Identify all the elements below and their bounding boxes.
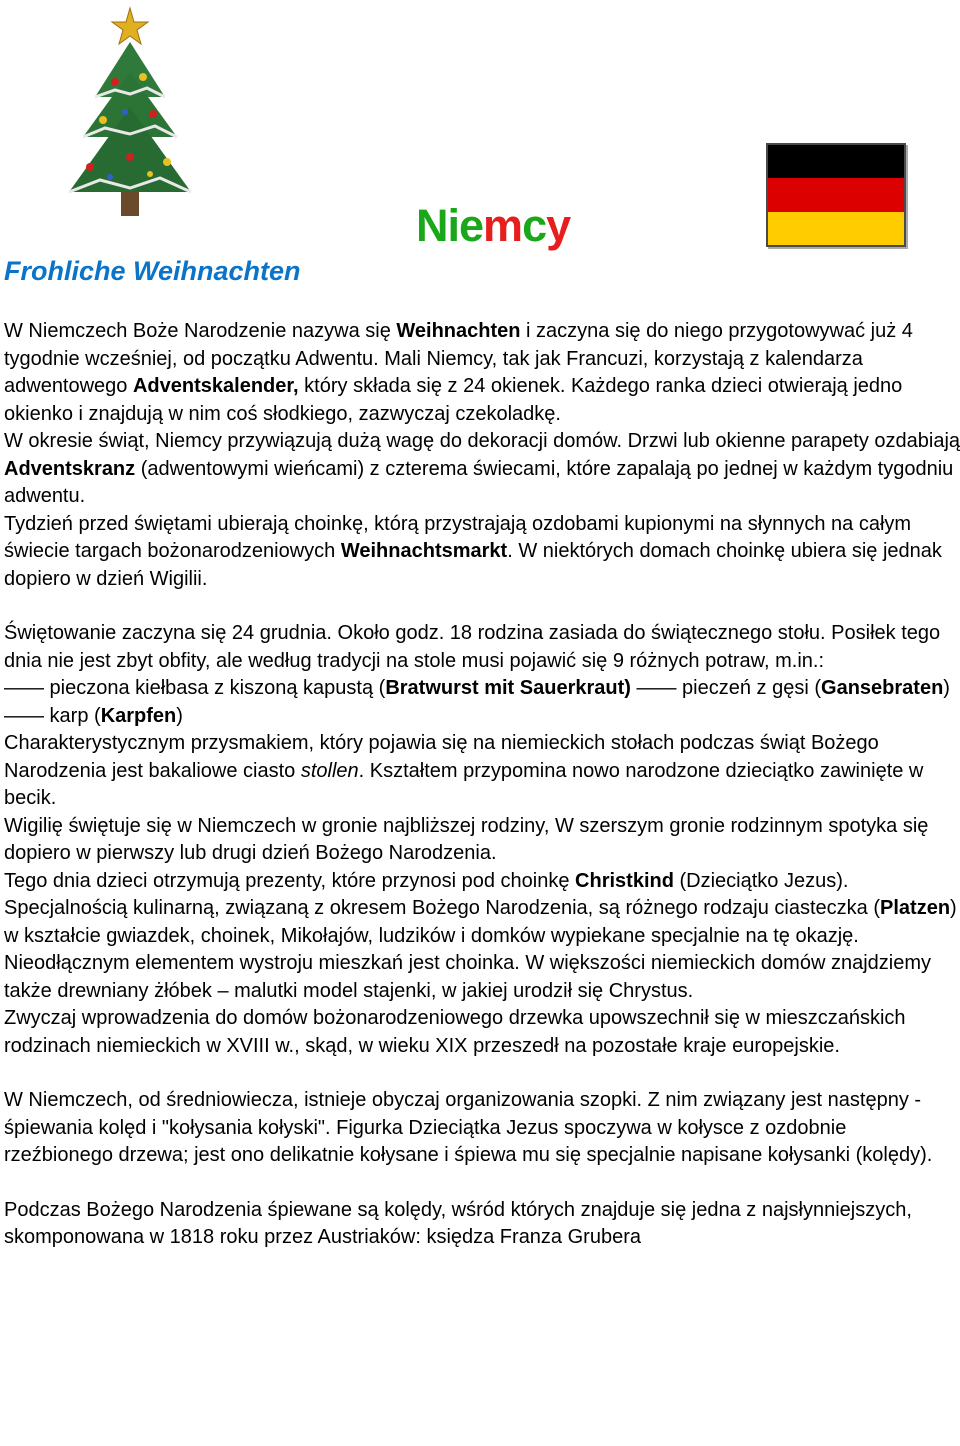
text-run: który składa się z 24 okienek. Każdego ranka dzieci otwierają jedno okienko i znajdują w nim coś słodkiego, zazwyczaj czekoladkę. — [4, 375, 903, 425]
text-run: ) — [176, 704, 183, 727]
text-run: ) —— karp ( — [4, 677, 950, 727]
title-letter: e — [459, 200, 484, 251]
text-run: W okresie świąt, Niemcy przywiązują dużą wagę do dekoracji domów. Drzwi lub okienne parapety ozdabiają — [4, 430, 960, 452]
paragraph — [4, 318, 960, 428]
text-run: Specjalnością kulinarną, związaną z okresem Bożego Narodzenia, są różnego rodzaju ciasteczka ( — [4, 897, 881, 919]
text-run: (adwentowymi wieńcami) z czterema świecami, które zapalają po jednej w każdym tygodniu adwentu. — [4, 457, 954, 507]
text-run: Charakterystycznym przysmakiem, który pojawia się na niemieckich stołach podczas świąt Bożego Narodzenia jest bakaliowe ciasto — [4, 732, 879, 782]
text-run: i zaczyna się do niego przygotowywać już 4 tygodnie wcześniej, od początku Adwentu. Mali Niemcy, tak jak Francuzi, korzystają z kalendarza adwentowego — [4, 320, 913, 397]
text-run: Tego dnia dzieci otrzymują prezenty, które przynosi pod choinkę — [4, 869, 576, 892]
flag-band — [768, 145, 904, 178]
bold-term: Weihnachten — [396, 320, 521, 342]
christmas-tree-image — [55, 2, 205, 222]
text-run: ) w kształcie gwiazdek, choinek, Mikołajów, ludzików i domków wypiekane specjalnie na tę okazję. — [4, 897, 957, 947]
bold-term: Gansebraten — [821, 677, 944, 699]
text-run: Podczas Bożego Narodzenia śpiewane są kolędy, wśród których znajduje się jedna z najsłynniejszych, skomponowana w 1818 roku przez Austriaków: księdza Franza Grubera — [4, 1198, 912, 1248]
italic-term: stollen — [300, 759, 359, 782]
bold-term: Karpfen — [100, 704, 177, 727]
paragraph — [4, 895, 960, 950]
title-letter: N — [416, 200, 448, 251]
bold-term: Bratwurst mit Sauerkraut) — [385, 677, 631, 699]
article-body — [4, 318, 960, 1252]
bold-term: Christkind — [575, 869, 674, 892]
text-run: W Niemczech, od średniowiecza, istnieje obyczaj organizowania szopki. Z nim związany jest następny - śpiewania kolęd i "kołysania kołyski". Figurka Dzieciątka Jezus spoczywa w kołysce z ozdobnie rzeźbionego drzewa; jest ono delikatnie kołysane i śpiewa mu się specjalnie napisane kołysanki (kolędy). — [4, 1089, 933, 1166]
text-run: Wigilię świętuje się w Niemczech w gronie najbliższej rodziny, W szerszym gronie rodzinnym spotyka się dopiero w pierwszy lub drugi dzień Bożego Narodzenia. — [4, 814, 929, 864]
title-letter: i — [447, 200, 460, 251]
bold-term: Platzen — [880, 897, 951, 919]
paragraph — [4, 1197, 960, 1252]
paragraph — [4, 868, 960, 896]
flag-band — [768, 212, 904, 245]
text-run: Nieodłącznym elementem wystroju mieszkań jest choinka. W większości niemieckich domów znajdziemy także drewniany żłóbek – malutki model stajenki, w jakiej urodził się Chrystus. — [4, 952, 931, 1002]
paragraph — [4, 675, 960, 730]
text-run: —— pieczona kiełbasa z kiszoną kapustą ( — [4, 677, 386, 699]
page-title — [416, 200, 571, 251]
paragraph — [4, 813, 960, 868]
paragraph — [4, 620, 960, 675]
bold-term: Weihnachtsmarkt — [340, 540, 508, 562]
paragraph — [4, 1005, 960, 1060]
text-run: . W niektórych domach choinkę ubiera się jednak dopiero w dzień Wigilii. — [4, 540, 942, 590]
paragraph-gap — [4, 593, 960, 620]
bold-term: Adventskranz — [4, 457, 136, 480]
text-run: . Kształtem przypomina nowo narodzone dzieciątko zawinięte w becik. — [4, 759, 924, 809]
title-letter: c — [522, 200, 547, 251]
paragraph — [4, 428, 960, 511]
flag-band — [768, 178, 904, 211]
text-run: W Niemczech Boże Narodzenie nazywa się — [4, 320, 397, 342]
paragraph-gap — [4, 1170, 960, 1197]
bold-term: Adventskalender, — [132, 375, 299, 397]
text-run: Zwyczaj wprowadzenia do domów bożonarodzeniowego drzewka upowszechnił się w mieszczańskich rodzinach niemieckich w XVIII w., skąd, w wieku XIX przeszedł na pozostałe kraje europejskie. — [4, 1007, 906, 1057]
title-letter: m — [483, 200, 523, 251]
title-letter: y — [546, 200, 571, 251]
paragraph — [4, 1087, 960, 1170]
paragraph-gap — [4, 1060, 960, 1087]
paragraph — [4, 511, 960, 594]
text-run: (Dzieciątko Jezus). — [673, 869, 849, 892]
german-flag-image — [766, 143, 906, 247]
paragraph — [4, 730, 960, 813]
paragraph — [4, 950, 960, 1005]
text-run: —— pieczeń z gęsi ( — [630, 677, 822, 699]
text-run: Tydzień przed świętami ubierają choinkę, którą przystrajają ozdobami kupionymi na słynnych na całym świecie targach bożonarodzeniowych — [4, 512, 912, 562]
greeting-heading: Frohliche Weihnachten — [4, 256, 301, 286]
text-run: Świętowanie zaczyna się 24 grudnia. Około godz. 18 rodzina zasiada do świątecznego stołu. Posiłek tego dnia nie jest zbyt obfity, ale według tradycji na stole musi pojawić się 9 różnych potraw, m.in.: — [4, 622, 941, 672]
